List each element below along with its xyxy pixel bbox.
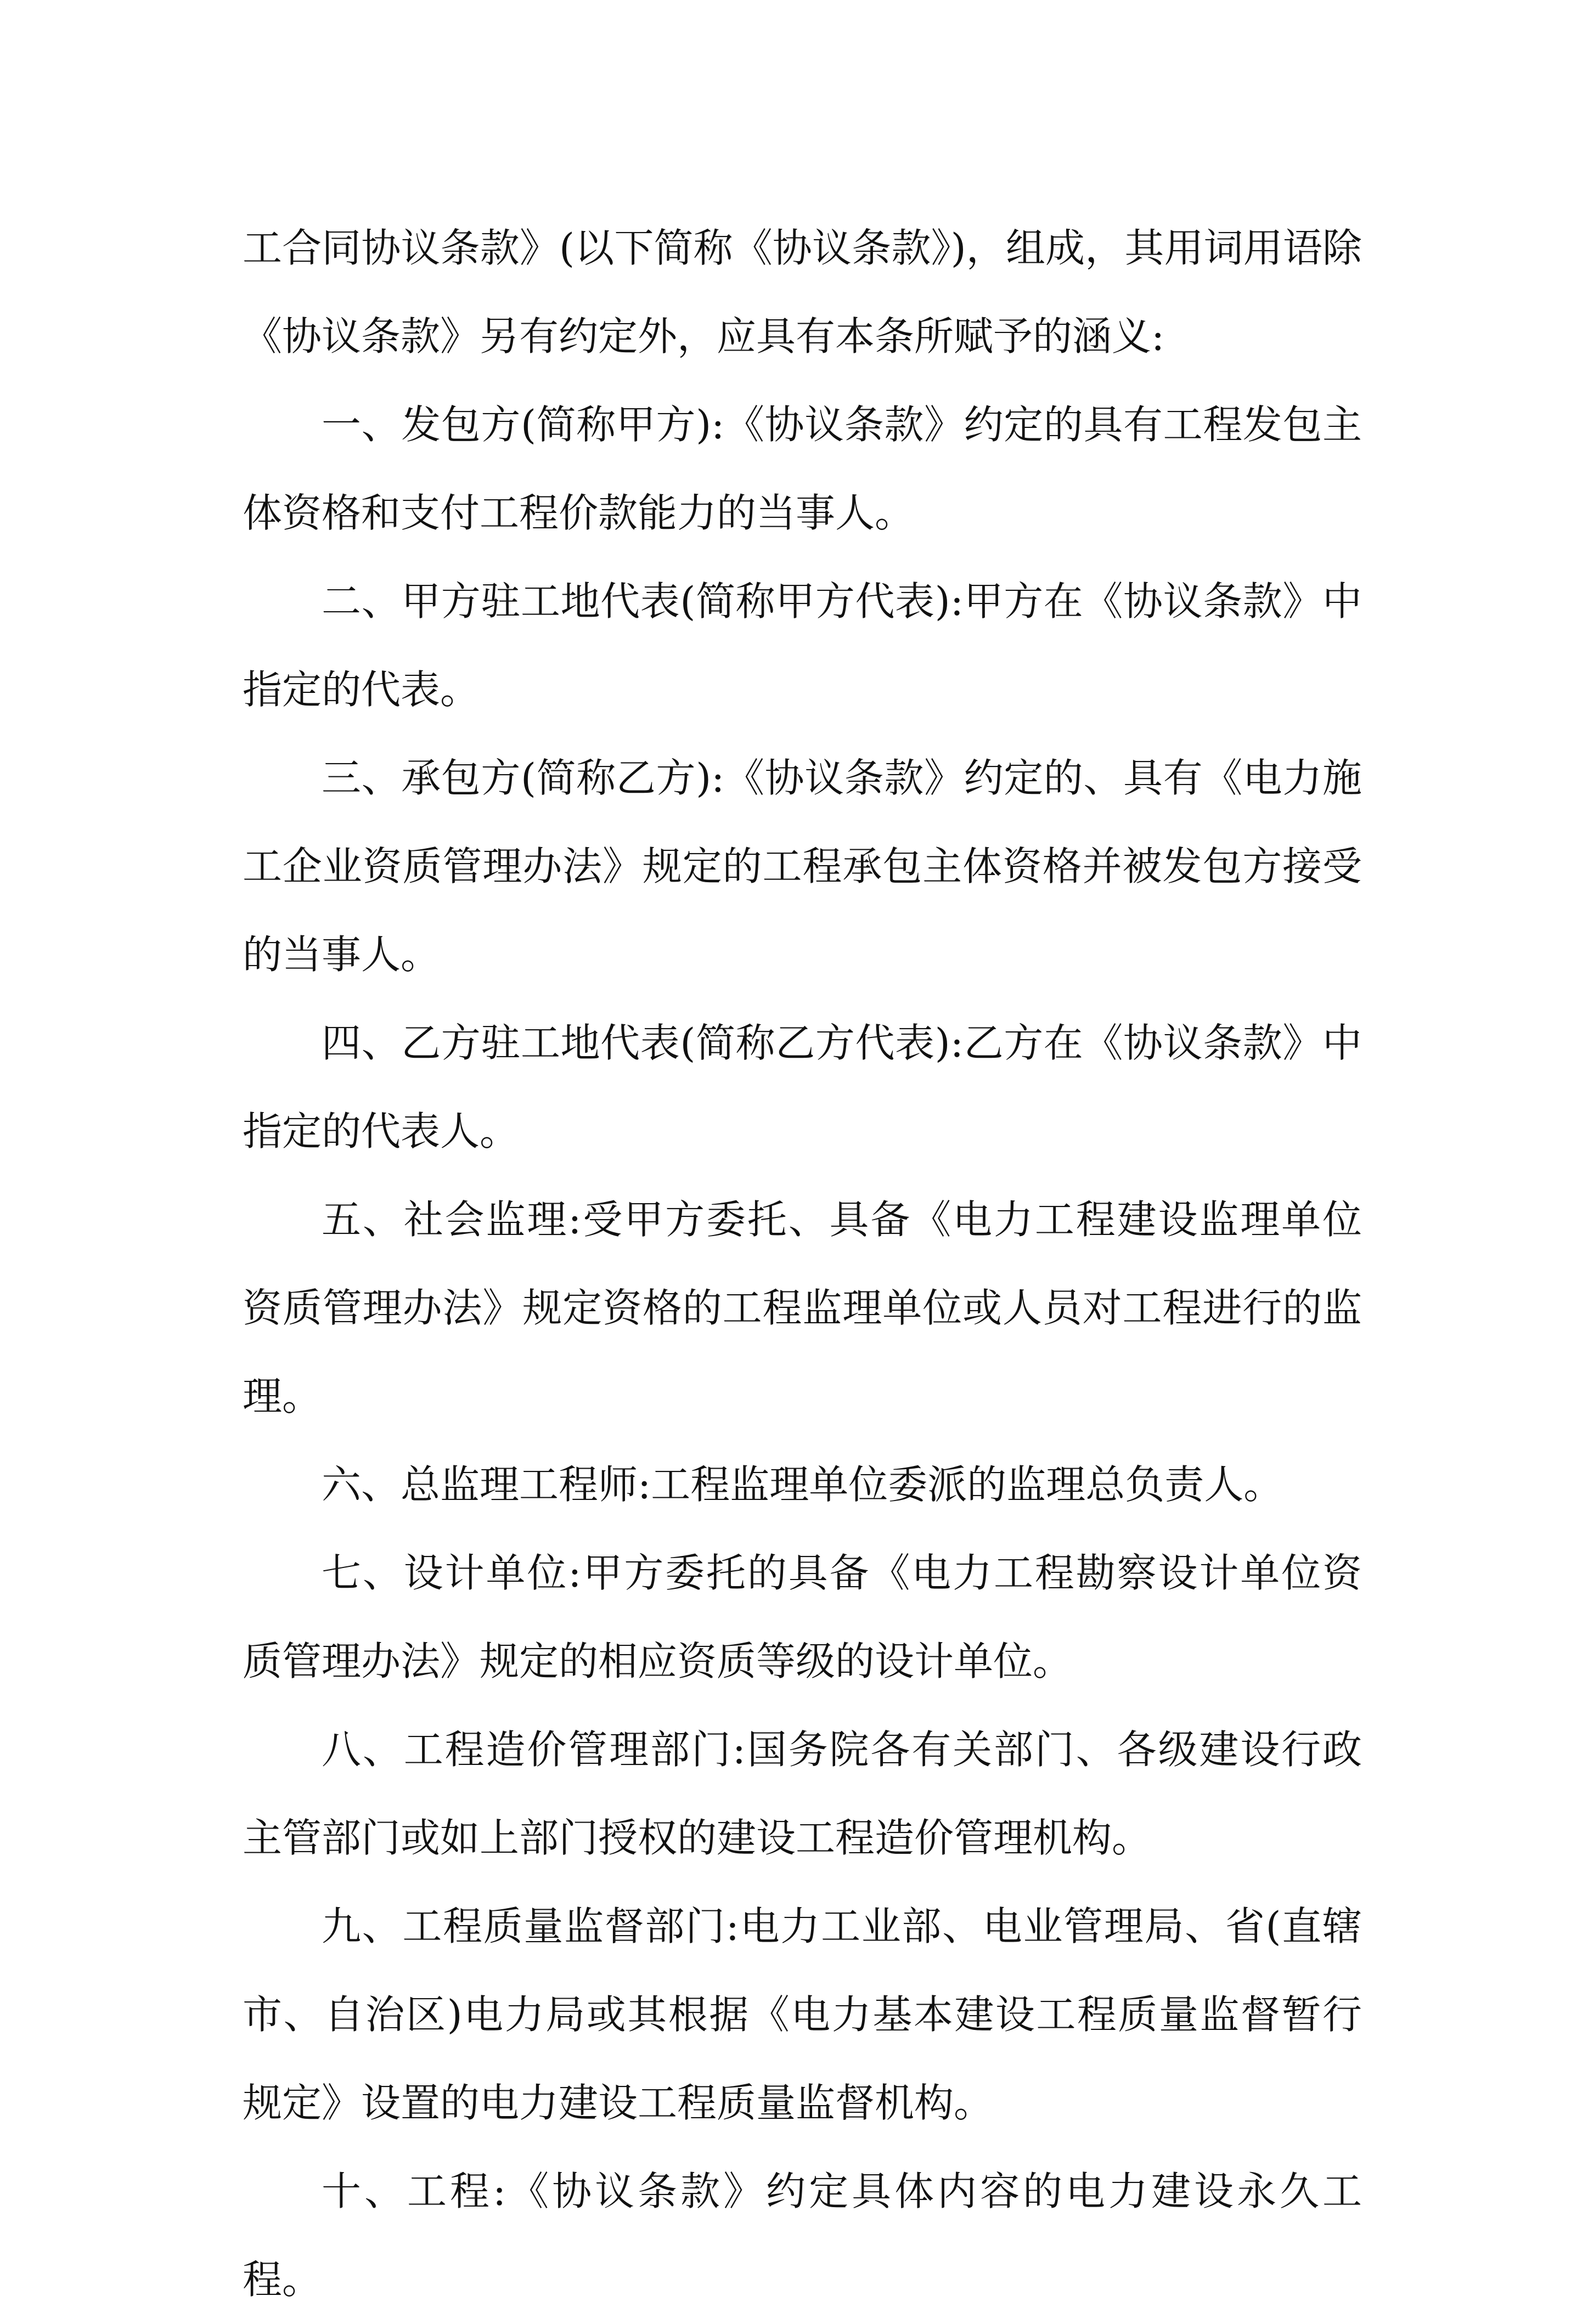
paragraph-definition-9: 九、工程质量监督部门:电力工业部、电业管理局、省(直辖市、自治区)电力局或其根据《电力基本建设工程质量监督暂行规定》设置的电力建设工程质量监督机构。 bbox=[243, 1903, 1362, 2126]
paragraph-definition-6: 六、总监理工程师:工程监理单位委派的监理总负责人。 bbox=[322, 1462, 1283, 1508]
paragraph-definition-1: 一、发包方(简称甲方):《协议条款》约定的具有工程发包主体资格和支付工程价款能力的当事人。 bbox=[243, 402, 1362, 536]
paragraph-definition-5: 五、社会监理:受甲方委托、具备《电力工程建设监理单位资质管理办法》规定资格的工程监理单位或人员对工程进行的监理。 bbox=[243, 1197, 1362, 1419]
paragraph-definition-10: 十、工程:《协议条款》约定具体内容的电力建设永久工程。 bbox=[243, 2168, 1362, 2303]
paragraph-definition-2: 二、甲方驻工地代表(简称甲方代表):甲方在《协议条款》中指定的代表。 bbox=[243, 578, 1362, 713]
document-body bbox=[243, 204, 1362, 2324]
paragraph-intro-continuation: 工合同协议条款》(以下简称《协议条款》)，组成，其用词用语除《协议条款》另有约定外，应具有本条所赋予的涵义: bbox=[243, 225, 1362, 359]
paragraph-definition-3: 三、承包方(简称乙方):《协议条款》约定的、具有《电力施工企业资质管理办法》规定的工程承包主体资格并被发包方接受的当事人。 bbox=[243, 755, 1362, 978]
paragraph-definition-4: 四、乙方驻工地代表(简称乙方代表):乙方在《协议条款》中指定的代表人。 bbox=[243, 1020, 1362, 1154]
paragraph-definition-7: 七、设计单位:甲方委托的具备《电力工程勘察设计单位资质管理办法》规定的相应资质等级的设计单位。 bbox=[243, 1550, 1362, 1684]
paragraph-definition-8: 八、工程造价管理部门:国务院各有关部门、各级建设行政主管部门或如上部门授权的建设工程造价管理机构。 bbox=[243, 1727, 1362, 1861]
